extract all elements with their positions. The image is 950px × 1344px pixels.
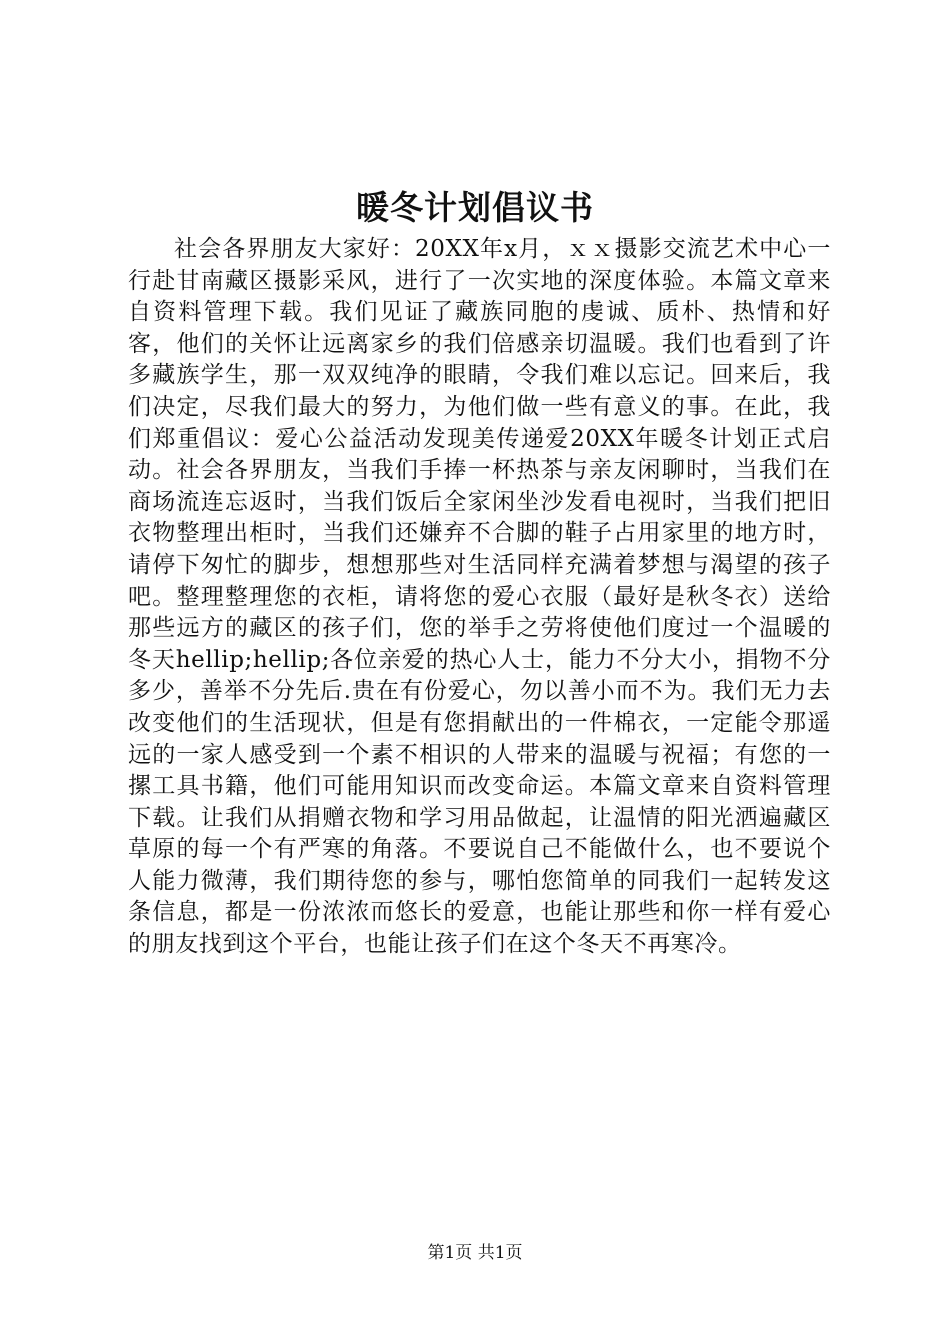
page-footer: 第1页 共1页 <box>427 1243 523 1263</box>
document-title: 暖冬计划倡议书 <box>356 188 594 227</box>
document-body-paragraph: 社会各界朋友大家好：20XX年x月，ｘｘ摄影交流艺术中心一行赴甘南藏区摄影采风，进行了一次实地的深度体验。本篇文章来自资料管理下载。我们见证了藏族同胞的虔诚、质朴、热情和好客，他们的关怀让远离家乡的我们倍感亲切温暖。我们也看到了许多藏族学生，那一双双纯净的眼睛，令我们难以忘记。回来后，我们决定，尽我们最大的努力，为他们做一些有意义的事。在此，我们郑重倡议：爱心公益活动发现美传递爱20XX年暖冬计划正式启动。社会各界朋友，当我们手捧一杯热茶与亲友闲聊时，当我们在商场流连忘返时，当我们饭后全家闲坐沙发看电视时，当我们把旧衣物整理出柜时，当我们还嫌弃不合脚的鞋子占用家里的地方时，请停下匆忙的脚步，想想那些对生活同样充满着梦想与渴望的孩子吧。整理整理您的衣柜，请将您的爱心衣服（最好是秋冬衣）送给那些远方的藏区的孩子们，您的举手之劳将使他们度过一个温暖的冬天hellip;hellip;各位亲爱的热心人士，能力不分大小，捐物不分多少，善举不分先后.贵在有份爱心，勿以善小而不为。我们无力去改变他们的生活现状，但是有您捐献出的一件棉衣，一定能令那遥远的一家人感受到一个素不相识的人带来的温暖与祝福；有您的一摞工具书籍，他们可能用知识而改变命运。本篇文章来自资料管理下载。让我们从捐赠衣物和学习用品做起，让温情的阳光洒遍藏区草原的每一个有严寒的角落。不要说自己不能做什么，也不要说个人能力微薄，我们期待您的参与，哪怕您简单的同我们一起转发这条信息，都是一份浓浓而悠长的爱意，也能让那些和你一样有爱心的朋友找到这个平台，也能让孩子们在这个冬天不再寒冷。 <box>128 236 831 958</box>
